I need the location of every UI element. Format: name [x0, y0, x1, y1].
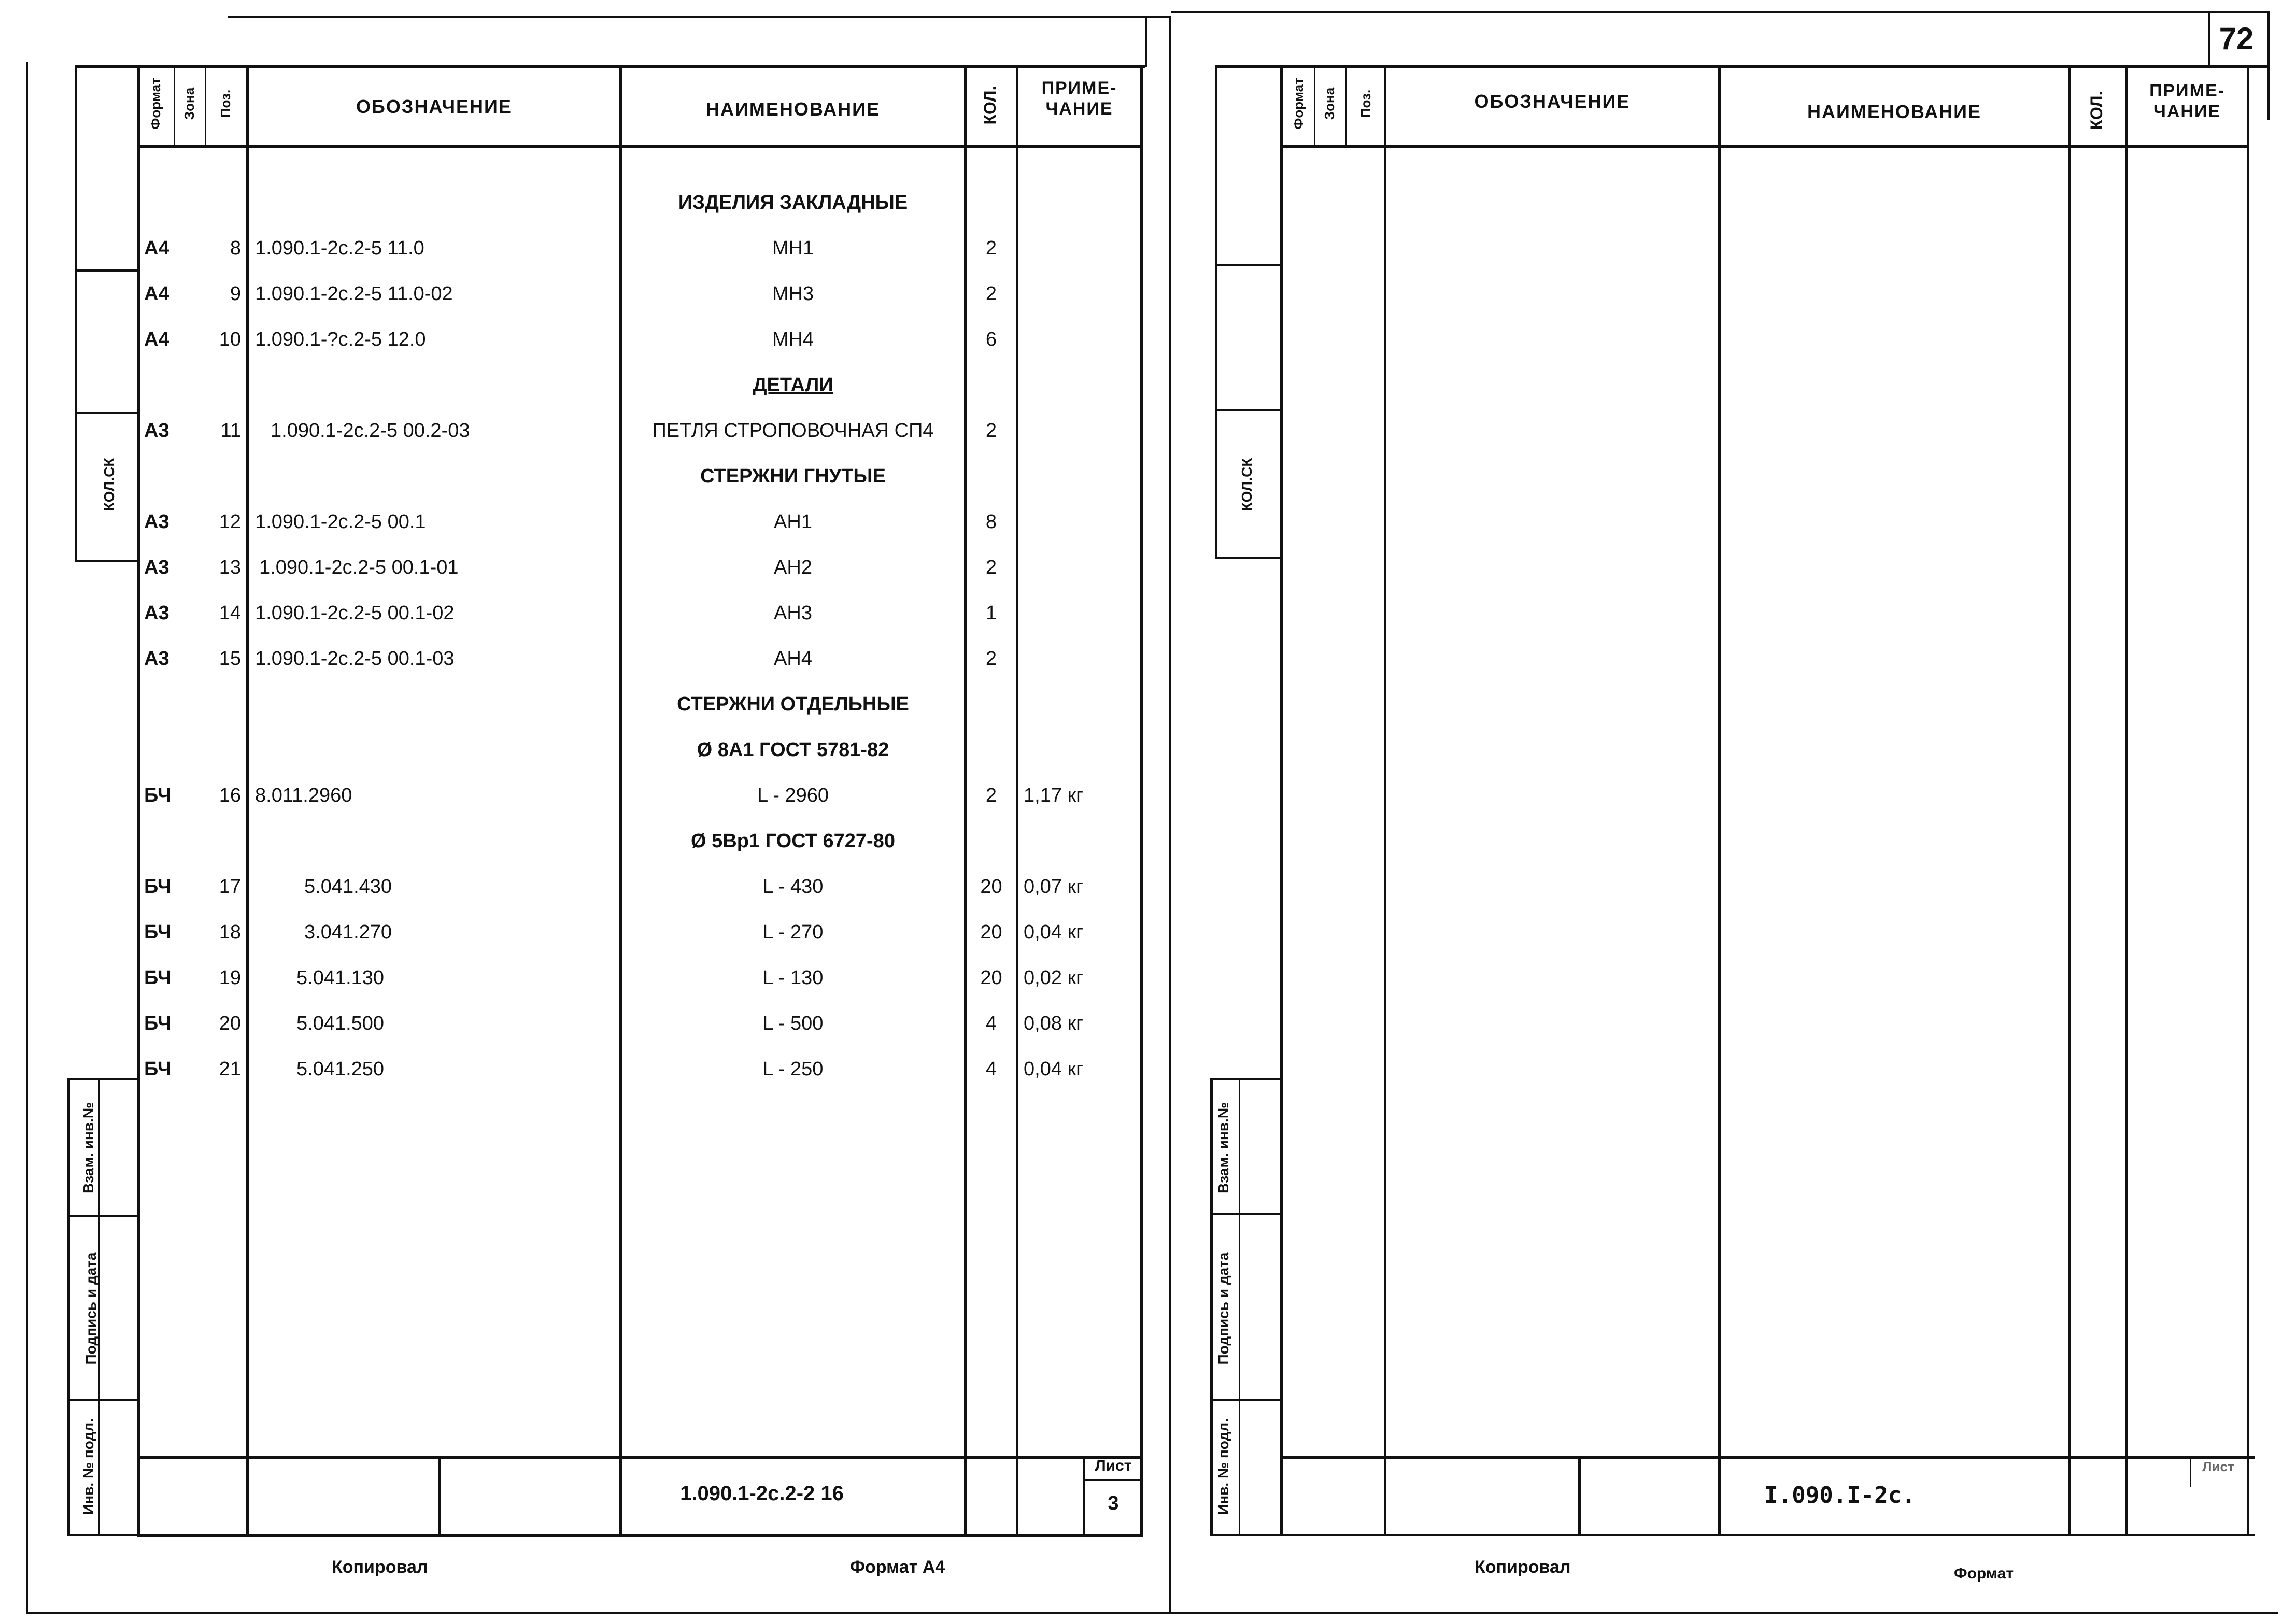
right-stamp-sheet-label: Лист [2202, 1459, 2234, 1474]
spec-cell-pos: 14 [219, 602, 241, 624]
spec-section-heading: ДЕТАЛИ [753, 374, 833, 396]
right-footer-format: Формат [1954, 1565, 2014, 1582]
spec-cell-format: А3 [144, 557, 169, 578]
right-outer-right [2267, 11, 2270, 120]
spec-cell-designation: 5.041.430 [304, 876, 392, 898]
spec-cell-name: L - 2960 [757, 785, 829, 806]
spec-cell-format: БЧ [144, 1058, 172, 1080]
spec-cell-designation: 1.090.1-2с.2-5 00.2-03 [271, 420, 470, 442]
right-col-format-zone [1314, 65, 1315, 148]
left-col-pos-designation [246, 65, 249, 1536]
spec-cell-designation: 1.090.1-?с.2-5 12.0 [255, 329, 426, 350]
left-outer-right [1169, 16, 1171, 1612]
spec-section-heading: Ø 8А1 ГОСТ 5781-82 [697, 739, 889, 761]
spec-cell-pos: 13 [219, 557, 241, 578]
spec-cell-qty: 2 [985, 283, 997, 305]
left-strip-lower-bottom [67, 1534, 140, 1536]
right-strip-lower-left [1210, 1078, 1213, 1536]
left-frame-right [1140, 65, 1143, 1536]
left-strip-lower-left [67, 1078, 70, 1536]
spec-cell-designation: 5.041.250 [296, 1058, 385, 1080]
left-frame-top [75, 65, 1145, 68]
right-side-label-vzam: Взам. инв.№ [1215, 1102, 1231, 1193]
left-header-pos: Поз. [218, 89, 233, 118]
left-strip-lower-div3 [67, 1399, 140, 1401]
spec-cell-name: L - 270 [762, 921, 824, 943]
left-frame-left [137, 65, 140, 1536]
right-strip-lower-div2 [1210, 1213, 1280, 1215]
right-strip-top [1215, 65, 1217, 557]
left-side-label-vzam: Взам. инв.№ [80, 1102, 96, 1193]
spec-cell-format: БЧ [144, 876, 172, 898]
left-side-label-inv: Инв. № подл. [80, 1418, 96, 1515]
right-col-qty-note [2125, 65, 2128, 1536]
spec-cell-name: L - 250 [762, 1058, 824, 1080]
right-frame-right [2247, 65, 2249, 1536]
right-stamp-code: I.090.I-2с. [1764, 1482, 1916, 1509]
spec-cell-format: БЧ [144, 785, 172, 806]
right-side-label-inv: Инв. № подл. [1215, 1418, 1231, 1515]
spec-cell-designation: 1.090.1-2с.2-5 11.0 [255, 237, 424, 259]
left-header-designation: ОБОЗНАЧЕНИЕ [356, 96, 512, 117]
spec-cell-format: А4 [144, 329, 169, 350]
spec-cell-pos: 15 [219, 648, 241, 670]
spec-cell-pos: 10 [219, 329, 241, 350]
spec-cell-note: 0,07 кг [1024, 876, 1084, 898]
spec-cell-name: АН4 [774, 648, 812, 670]
left-strip-top [75, 65, 77, 562]
spec-cell-note: 0,04 кг [1024, 1058, 1084, 1080]
left-strip-div1 [75, 269, 140, 272]
spec-cell-qty: 2 [985, 785, 997, 806]
left-stamp-sheet-label: Лист [1095, 1457, 1132, 1474]
spec-cell-qty: 2 [985, 237, 997, 259]
right-frame-bottom [1280, 1534, 2255, 1536]
spec-cell-name: АН3 [774, 602, 812, 624]
right-header-pos: Поз. [1358, 89, 1373, 118]
spec-cell-qty: 6 [985, 329, 997, 350]
spec-cell-format: БЧ [144, 967, 172, 989]
spec-cell-designation: 1.090.1-2с.2-5 00.1-02 [255, 602, 455, 624]
spec-cell-pos: 11 [220, 420, 241, 442]
left-outer-bottom [26, 1612, 1171, 1614]
left-col-format-zone [174, 65, 175, 148]
spec-cell-format: А3 [144, 602, 169, 624]
left-strip-lower-div1 [67, 1078, 140, 1080]
spec-cell-qty: 20 [980, 967, 1002, 989]
left-footer-format: Формат А4 [850, 1557, 945, 1577]
spec-cell-note: 1,17 кг [1024, 785, 1084, 806]
right-frame-left [1280, 65, 1283, 1536]
left-header-zone: Зона [181, 87, 197, 120]
spec-section-heading: СТЕРЖНИ ОТДЕЛЬНЫЕ [677, 693, 909, 715]
spec-cell-designation: 1.090.1-2с.2-5 11.0-02 [255, 283, 453, 305]
right-col-pos-designation [1384, 65, 1386, 1536]
right-stamp-top [1280, 1456, 2255, 1459]
spec-cell-designation: 1.090.1-2с.2-5 00.1-03 [255, 648, 455, 670]
right-strip-lower-div1 [1210, 1078, 1280, 1080]
left-side-label-podpis: Подпись и дата [83, 1252, 99, 1365]
spec-section-heading: ИЗДЕЛИЯ ЗАКЛАДНЫЕ [678, 192, 908, 214]
spec-cell-qty: 2 [985, 420, 997, 442]
spec-cell-name: МН3 [772, 283, 814, 305]
spec-cell-designation: 1.090.1-2с.2-5 00.1-01 [259, 557, 459, 578]
spec-cell-pos: 18 [219, 921, 241, 943]
spec-cell-qty: 20 [980, 921, 1002, 943]
left-stamp-top [137, 1456, 1143, 1459]
spec-cell-format: БЧ [144, 921, 172, 943]
spec-cell-qty: 4 [985, 1058, 997, 1080]
spec-cell-name: АН1 [774, 511, 812, 533]
right-header-bottom [1280, 145, 2249, 148]
right-col-name-qty [2068, 65, 2071, 1536]
spec-section-heading: Ø 5Вр1 ГОСТ 6727-80 [691, 830, 895, 852]
right-header-qty: КОЛ. [2087, 91, 2106, 130]
left-frame-bottom [137, 1534, 1143, 1537]
spec-cell-format: А3 [144, 511, 169, 533]
left-strip-lower-div2 [67, 1215, 140, 1217]
right-strip-lower-bottom [1210, 1534, 1280, 1536]
right-strip-div3 [1215, 557, 1280, 559]
spec-cell-name: МН1 [772, 237, 814, 259]
left-side-label-kolsk: КОЛ.СК [101, 458, 117, 511]
spec-cell-format: А3 [144, 420, 169, 442]
spec-cell-qty: 20 [980, 876, 1002, 898]
spec-cell-pos: 19 [219, 967, 241, 989]
right-col-zone-pos [1345, 65, 1347, 148]
right-header-format: Формат [1291, 78, 1306, 130]
right-outer-top [1171, 11, 2270, 13]
spec-cell-pos: 16 [219, 785, 241, 806]
spec-cell-designation: 5.041.130 [296, 967, 385, 989]
right-footer-copied: Копировал [1475, 1557, 1571, 1577]
spec-cell-name: L - 500 [762, 1013, 824, 1034]
left-header-note: ПРИМЕ- ЧАНИЕ [1041, 78, 1117, 119]
spec-section-heading: СТЕРЖНИ ГНУТЫЕ [700, 465, 886, 487]
left-header-format: Формат [148, 78, 163, 130]
right-pagenum-box-left [2208, 11, 2210, 68]
spec-cell-format: А4 [144, 283, 169, 305]
right-header-note: ПРИМЕ- ЧАНИЕ [2149, 81, 2225, 121]
spec-cell-pos: 9 [230, 283, 241, 305]
right-strip-lower-inner [1239, 1078, 1240, 1536]
spec-cell-designation: 3.041.270 [304, 921, 392, 943]
left-header-name: НАИМЕНОВАНИЕ [706, 98, 880, 120]
left-col-qty-note [1016, 65, 1018, 1536]
right-col-designation-name [1718, 65, 1721, 1536]
spec-cell-pos: 12 [219, 511, 241, 533]
right-header-designation: ОБОЗНАЧЕНИЕ [1474, 91, 1631, 112]
left-topright-notch-v [1145, 16, 1147, 67]
spec-cell-name: L - 430 [762, 876, 824, 898]
left-stamp-code: 1.090.1-2с.2-2 16 [680, 1482, 844, 1505]
left-header-qty: КОЛ. [981, 86, 999, 125]
left-stamp-sheetbox-mid [1083, 1479, 1141, 1481]
spec-cell-format: А4 [144, 237, 169, 259]
left-stamp-sheet-num: 3 [1108, 1492, 1119, 1514]
spec-cell-designation: 5.041.500 [296, 1013, 385, 1034]
spec-cell-qty: 2 [985, 648, 997, 670]
spec-cell-pos: 8 [230, 237, 241, 259]
left-footer-copied: Копировал [332, 1557, 428, 1577]
spec-cell-pos: 17 [219, 876, 241, 898]
spec-cell-qty: 4 [985, 1013, 997, 1034]
left-strip-div2 [75, 412, 140, 414]
left-outer-left [26, 62, 28, 1612]
spec-cell-qty: 8 [985, 511, 997, 533]
spec-cell-name: АН2 [774, 557, 812, 578]
left-outer-top [228, 16, 1171, 18]
left-strip-div3 [75, 560, 140, 562]
spec-cell-qty: 2 [985, 557, 997, 578]
spec-cell-designation: 8.011.2960 [255, 785, 352, 806]
spec-cell-note: 0,02 кг [1024, 967, 1084, 989]
spec-cell-pos: 20 [219, 1013, 241, 1034]
spec-cell-qty: 1 [985, 602, 997, 624]
spec-cell-format: А3 [144, 648, 169, 670]
right-strip-div1 [1215, 264, 1280, 266]
right-strip-div2 [1215, 409, 1280, 411]
right-strip-lower-div3 [1210, 1399, 1280, 1401]
right-side-label-kolsk: КОЛ.СК [1239, 458, 1255, 511]
right-header-name: НАИМЕНОВАНИЕ [1807, 101, 1981, 122]
right-outer-bottom [1169, 1612, 2278, 1614]
right-header-zone: Зона [1322, 87, 1337, 120]
right-frame-top [1215, 65, 2267, 68]
left-col-zone-pos [205, 65, 206, 148]
page-number: 72 [2219, 21, 2254, 56]
spec-cell-name: ПЕТЛЯ СТРОПОВОЧНАЯ СП4 [652, 420, 934, 442]
spec-cell-name: МН4 [772, 329, 814, 350]
spec-cell-note: 0,04 кг [1024, 921, 1084, 943]
left-header-bottom [137, 145, 1143, 148]
right-side-label-podpis: Подпись и дата [1215, 1252, 1231, 1365]
spec-cell-name: L - 130 [762, 967, 824, 989]
spec-cell-note: 0,08 кг [1024, 1013, 1084, 1034]
right-stamp-sheetbox-left [2190, 1456, 2191, 1487]
spec-cell-format: БЧ [144, 1013, 172, 1034]
spec-cell-designation: 1.090.1-2с.2-5 00.1 [255, 511, 426, 533]
spec-cell-pos: 21 [219, 1058, 241, 1080]
